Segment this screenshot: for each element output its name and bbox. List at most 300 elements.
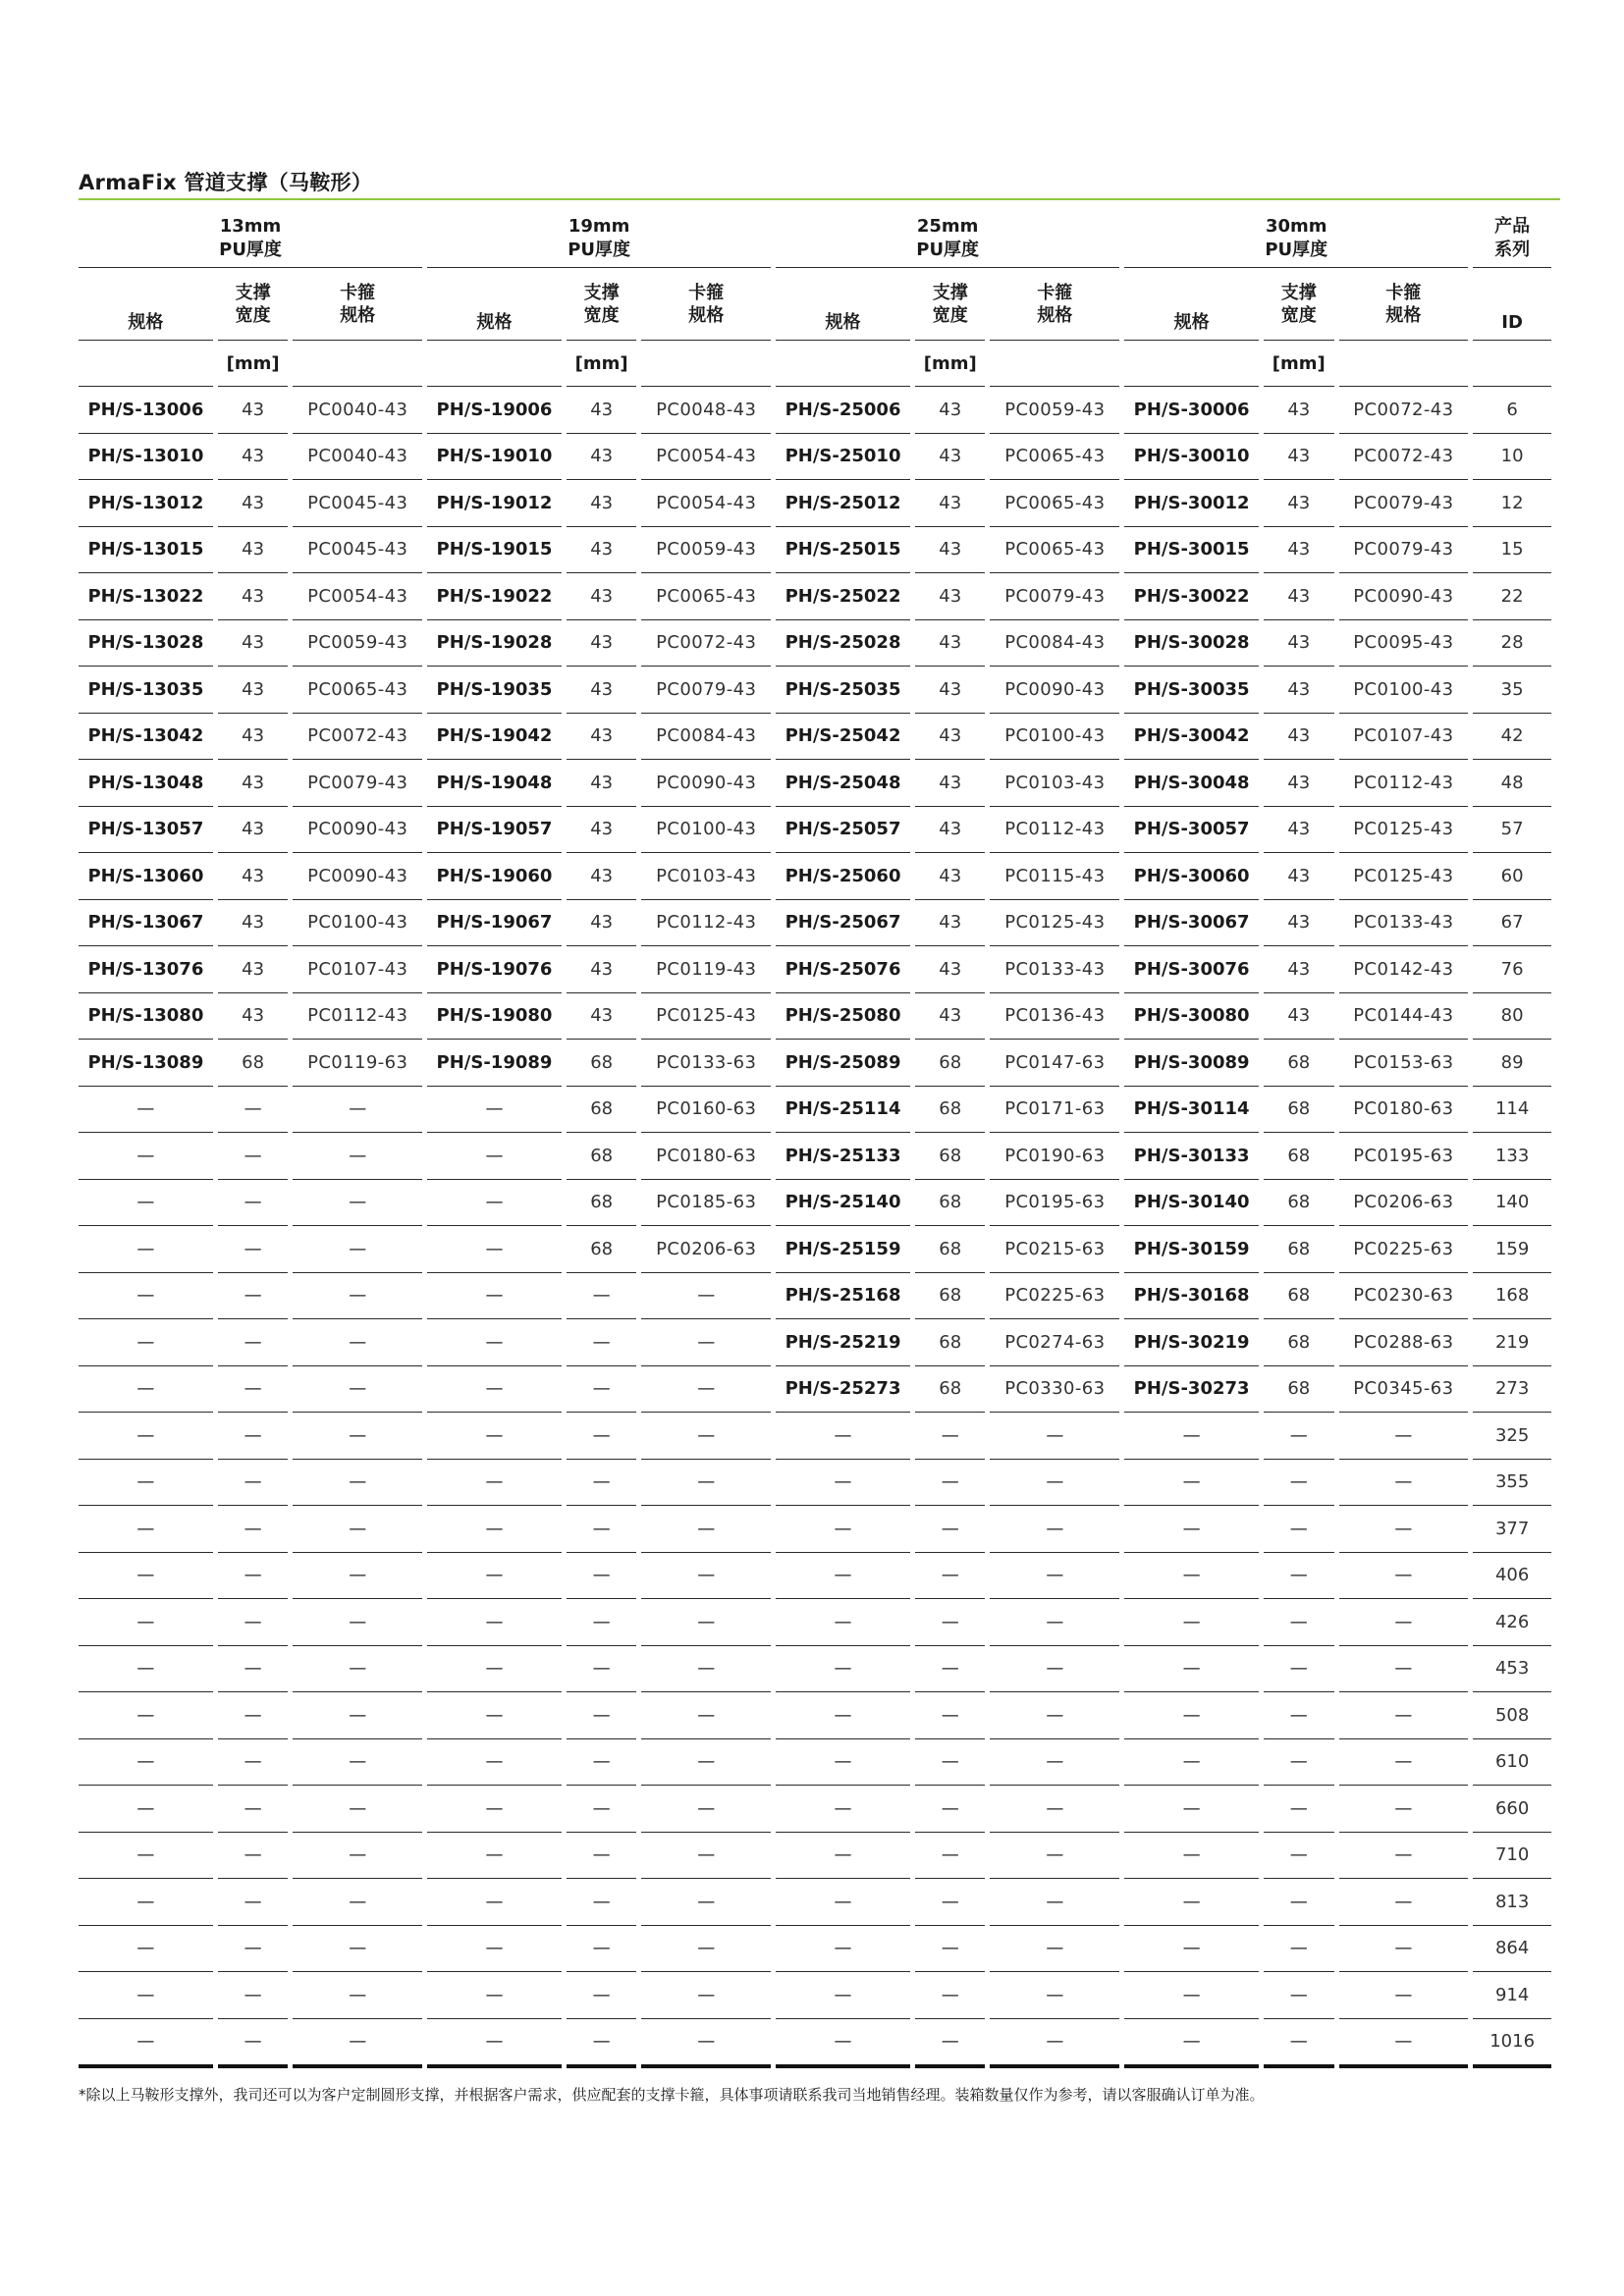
cell-width: 68	[1264, 1226, 1333, 1273]
cell-clamp: —	[1339, 1879, 1469, 1926]
cell-width: —	[218, 1366, 288, 1414]
table-row	[79, 853, 1551, 900]
cell-spec: —	[79, 1972, 213, 2019]
cell-width: —	[915, 1506, 985, 1553]
cell-clamp: PC0160-63	[641, 1087, 771, 1134]
cell-clamp: PC0040-43	[293, 387, 422, 434]
cell-spec: —	[79, 1506, 213, 1553]
cell-width: 43	[218, 900, 288, 947]
table-row	[79, 1879, 1551, 1926]
cell-width: —	[218, 1739, 288, 1787]
cell-clamp: PC0195-63	[1339, 1133, 1469, 1180]
cell-width: 43	[567, 807, 636, 854]
cell-width: 43	[567, 714, 636, 761]
table-row	[79, 946, 1551, 993]
table-row	[79, 1926, 1551, 1973]
cell-width: 43	[1264, 620, 1333, 667]
table-row	[79, 1599, 1551, 1646]
header-clamp: 卡箍 规格	[293, 268, 422, 341]
cell-width: —	[915, 1553, 985, 1600]
table-row	[79, 1739, 1551, 1787]
cell-clamp: —	[293, 1133, 422, 1180]
cell-width: —	[915, 1926, 985, 1973]
cell-spec: —	[1124, 1739, 1259, 1787]
cell-clamp: PC0065-43	[990, 527, 1119, 574]
table-row	[79, 1273, 1551, 1320]
cell-spec: PH/S-13076	[79, 946, 213, 993]
cell-spec: —	[427, 1319, 562, 1366]
table-row	[79, 2019, 1551, 2069]
cell-clamp: —	[1339, 1599, 1469, 1646]
cell-clamp: —	[293, 1366, 422, 1414]
cell-width: 68	[218, 1040, 288, 1087]
cell-width: —	[567, 1366, 636, 1414]
cell-clamp: —	[293, 1599, 422, 1646]
cell-spec: PH/S-30067	[1124, 900, 1259, 947]
cell-id: 12	[1473, 480, 1551, 527]
cell-clamp: —	[990, 1833, 1119, 1880]
cell-spec: —	[1124, 1413, 1259, 1460]
cell-clamp: PC0180-63	[641, 1133, 771, 1180]
cell-clamp: PC0190-63	[990, 1133, 1119, 1180]
cell-clamp: PC0095-43	[1339, 620, 1469, 667]
cell-clamp: —	[1339, 1553, 1469, 1600]
table-row	[79, 1692, 1551, 1739]
cell-clamp: PC0040-43	[293, 434, 422, 481]
cell-id: 914	[1473, 1972, 1551, 2019]
cell-spec: PH/S-19067	[427, 900, 562, 947]
cell-id: 1016	[1473, 2019, 1551, 2069]
cell-spec: PH/S-30140	[1124, 1180, 1259, 1227]
cell-spec: PH/S-19057	[427, 807, 562, 854]
cell-clamp: —	[641, 1273, 771, 1320]
cell-width: —	[567, 1319, 636, 1366]
cell-clamp: —	[293, 1319, 422, 1366]
cell-spec: —	[1124, 1879, 1259, 1926]
cell-clamp: PC0133-43	[990, 946, 1119, 993]
cell-width: —	[567, 1692, 636, 1739]
cell-spec: —	[427, 1786, 562, 1833]
cell-clamp: PC0072-43	[641, 620, 771, 667]
cell-clamp: PC0125-43	[1339, 807, 1469, 854]
cell-width: 43	[915, 993, 985, 1041]
cell-spec: PH/S-25076	[776, 946, 910, 993]
table-row	[79, 1040, 1551, 1087]
cell-width: 43	[915, 480, 985, 527]
cell-width: 68	[915, 1319, 985, 1366]
cell-clamp: —	[990, 1599, 1119, 1646]
cell-clamp: PC0059-43	[641, 527, 771, 574]
cell-id: 35	[1473, 667, 1551, 714]
cell-clamp: PC0215-63	[990, 1226, 1119, 1273]
cell-clamp: PC0100-43	[293, 900, 422, 947]
cell-spec: —	[1124, 1926, 1259, 1973]
table-body	[79, 387, 1551, 2068]
cell-width: —	[915, 1692, 985, 1739]
cell-spec: —	[427, 1879, 562, 1926]
cell-clamp: —	[641, 1972, 771, 2019]
cell-id: 76	[1473, 946, 1551, 993]
cell-spec: PH/S-19015	[427, 527, 562, 574]
cell-width: —	[218, 1506, 288, 1553]
cell-spec: —	[776, 1646, 910, 1693]
table-row	[79, 1180, 1551, 1227]
cell-spec: PH/S-25067	[776, 900, 910, 947]
cell-spec: PH/S-25159	[776, 1226, 910, 1273]
cell-spec: —	[427, 1739, 562, 1787]
sub-header-row	[79, 268, 1551, 341]
cell-clamp: —	[641, 1413, 771, 1460]
cell-width: 68	[915, 1040, 985, 1087]
cell-spec: PH/S-25168	[776, 1273, 910, 1320]
cell-clamp: —	[1339, 1972, 1469, 2019]
cell-spec: PH/S-25006	[776, 387, 910, 434]
cell-width: 43	[218, 714, 288, 761]
cell-width: 68	[915, 1273, 985, 1320]
cell-spec: PH/S-13035	[79, 667, 213, 714]
cell-spec: PH/S-30042	[1124, 714, 1259, 761]
cell-clamp: —	[293, 1879, 422, 1926]
cell-width: —	[567, 1506, 636, 1553]
cell-id: 159	[1473, 1226, 1551, 1273]
cell-spec: PH/S-30006	[1124, 387, 1259, 434]
cell-spec: PH/S-25057	[776, 807, 910, 854]
cell-clamp: PC0142-43	[1339, 946, 1469, 993]
cell-spec: PH/S-13006	[79, 387, 213, 434]
table-row	[79, 1226, 1551, 1273]
cell-id: 710	[1473, 1833, 1551, 1880]
cell-width: 43	[218, 573, 288, 620]
cell-spec: PH/S-25028	[776, 620, 910, 667]
cell-id: 6	[1473, 387, 1551, 434]
cell-spec: —	[776, 1972, 910, 2019]
table-row	[79, 760, 1551, 807]
cell-width: 68	[1264, 1133, 1333, 1180]
cell-clamp: PC0100-43	[641, 807, 771, 854]
cell-width: —	[218, 1133, 288, 1180]
cell-spec: PH/S-30060	[1124, 853, 1259, 900]
cell-clamp: PC0090-43	[293, 807, 422, 854]
header-spec: 规格	[1124, 268, 1259, 341]
header-clamp: 卡箍 规格	[641, 268, 771, 341]
group-header-30: 30mm PU厚度	[1124, 209, 1468, 268]
cell-clamp: PC0225-63	[1339, 1226, 1469, 1273]
cell-spec: —	[1124, 1972, 1259, 2019]
header-width: 支撑 宽度	[1264, 268, 1333, 341]
cell-width: —	[218, 1833, 288, 1880]
cell-clamp: PC0059-43	[990, 387, 1119, 434]
cell-clamp: —	[293, 1087, 422, 1134]
cell-clamp: —	[641, 1879, 771, 1926]
cell-width: 43	[218, 760, 288, 807]
cell-spec: —	[79, 1366, 213, 1414]
cell-id: 67	[1473, 900, 1551, 947]
cell-id: 89	[1473, 1040, 1551, 1087]
cell-spec: PH/S-25022	[776, 573, 910, 620]
cell-width: 43	[218, 993, 288, 1041]
cell-width: 68	[915, 1226, 985, 1273]
cell-clamp: PC0107-43	[293, 946, 422, 993]
cell-spec: —	[79, 1646, 213, 1693]
cell-id: 426	[1473, 1599, 1551, 1646]
cell-width: 43	[1264, 527, 1333, 574]
cell-width: 68	[1264, 1180, 1333, 1227]
cell-width: 43	[1264, 760, 1333, 807]
table-row	[79, 573, 1551, 620]
cell-spec: PH/S-25133	[776, 1133, 910, 1180]
cell-width: 43	[567, 993, 636, 1041]
cell-clamp: PC0103-43	[990, 760, 1119, 807]
cell-width: —	[218, 1972, 288, 2019]
cell-spec: PH/S-19012	[427, 480, 562, 527]
cell-clamp: PC0180-63	[1339, 1087, 1469, 1134]
header-spec: 规格	[427, 268, 562, 341]
cell-spec: —	[1124, 1692, 1259, 1739]
cell-width: 68	[567, 1180, 636, 1227]
cell-width: 68	[915, 1133, 985, 1180]
cell-id: 48	[1473, 760, 1551, 807]
unit-label: [mm]	[1264, 341, 1333, 387]
cell-id: 508	[1473, 1692, 1551, 1739]
cell-width: —	[218, 1692, 288, 1739]
cell-id: 273	[1473, 1366, 1551, 1414]
cell-width: —	[1264, 1646, 1333, 1693]
cell-width: —	[1264, 1926, 1333, 1973]
cell-clamp: —	[990, 1972, 1119, 2019]
cell-id: 133	[1473, 1133, 1551, 1180]
cell-width: —	[915, 1739, 985, 1787]
cell-id: 864	[1473, 1926, 1551, 1973]
cell-spec: —	[427, 1646, 562, 1693]
cell-width: —	[915, 1460, 985, 1507]
header-width: 支撑 宽度	[567, 268, 636, 341]
cell-clamp: —	[641, 1599, 771, 1646]
cell-width: 43	[915, 853, 985, 900]
page-title: ArmaFix 管道支撑（马鞍形）	[79, 171, 373, 194]
spec-table	[74, 209, 1556, 2068]
cell-width: —	[1264, 1506, 1333, 1553]
cell-clamp: PC0107-43	[1339, 714, 1469, 761]
cell-width: 68	[1264, 1366, 1333, 1414]
cell-clamp: PC0171-63	[990, 1087, 1119, 1134]
cell-width: —	[1264, 1879, 1333, 1926]
cell-width: —	[218, 1226, 288, 1273]
unit-label: [mm]	[218, 341, 288, 387]
cell-width: —	[1264, 1739, 1333, 1787]
cell-clamp: —	[293, 1692, 422, 1739]
cell-width: —	[218, 1786, 288, 1833]
cell-clamp: PC0065-43	[293, 667, 422, 714]
cell-width: 43	[915, 900, 985, 947]
cell-clamp: —	[990, 1786, 1119, 1833]
cell-clamp: —	[990, 1692, 1119, 1739]
cell-width: 43	[915, 807, 985, 854]
cell-clamp: PC0147-63	[990, 1040, 1119, 1087]
cell-clamp: PC0100-43	[1339, 667, 1469, 714]
cell-spec: PH/S-13080	[79, 993, 213, 1041]
cell-width: —	[915, 1599, 985, 1646]
cell-spec: PH/S-25015	[776, 527, 910, 574]
table-row	[79, 1646, 1551, 1693]
cell-spec: PH/S-25080	[776, 993, 910, 1041]
cell-spec: PH/S-13067	[79, 900, 213, 947]
unit-row	[79, 341, 1551, 387]
unit-blank	[293, 341, 422, 387]
cell-clamp: PC0133-43	[1339, 900, 1469, 947]
table-row	[79, 1366, 1551, 1414]
cell-clamp: PC0059-43	[293, 620, 422, 667]
cell-width: 43	[1264, 667, 1333, 714]
cell-clamp: PC0225-63	[990, 1273, 1119, 1320]
cell-spec: PH/S-13048	[79, 760, 213, 807]
cell-spec: PH/S-30035	[1124, 667, 1259, 714]
cell-spec: PH/S-25042	[776, 714, 910, 761]
cell-spec: —	[1124, 2019, 1259, 2069]
cell-clamp: PC0185-63	[641, 1180, 771, 1227]
cell-spec: PH/S-25010	[776, 434, 910, 481]
cell-clamp: —	[990, 1646, 1119, 1693]
cell-clamp: PC0100-43	[990, 714, 1119, 761]
cell-spec: —	[776, 1599, 910, 1646]
cell-width: —	[1264, 1972, 1333, 2019]
cell-width: 68	[915, 1180, 985, 1227]
cell-clamp: —	[293, 1786, 422, 1833]
cell-clamp: PC0090-43	[293, 853, 422, 900]
cell-clamp: PC0274-63	[990, 1319, 1119, 1366]
cell-clamp: —	[293, 1972, 422, 2019]
table-row	[79, 807, 1551, 854]
cell-width: 43	[1264, 573, 1333, 620]
cell-clamp: —	[641, 1833, 771, 1880]
header-spec: 规格	[79, 268, 213, 341]
cell-spec: PH/S-19048	[427, 760, 562, 807]
cell-width: 43	[1264, 993, 1333, 1041]
cell-width: 43	[1264, 434, 1333, 481]
cell-clamp: —	[990, 2019, 1119, 2069]
cell-spec: PH/S-19006	[427, 387, 562, 434]
cell-width: —	[218, 1646, 288, 1693]
cell-spec: PH/S-25273	[776, 1366, 910, 1414]
cell-spec: PH/S-13057	[79, 807, 213, 854]
cell-spec: —	[776, 1879, 910, 1926]
cell-width: —	[915, 2019, 985, 2069]
cell-spec: —	[427, 1366, 562, 1414]
cell-clamp: PC0119-63	[293, 1040, 422, 1087]
cell-width: —	[218, 1599, 288, 1646]
cell-width: —	[567, 1460, 636, 1507]
cell-spec: —	[427, 1460, 562, 1507]
cell-width: —	[218, 1180, 288, 1227]
cell-id: 28	[1473, 620, 1551, 667]
cell-spec: —	[427, 1180, 562, 1227]
cell-width: 43	[218, 667, 288, 714]
cell-spec: —	[79, 1413, 213, 1460]
cell-spec: —	[1124, 1553, 1259, 1600]
cell-width: 68	[567, 1087, 636, 1134]
cell-clamp: PC0125-43	[641, 993, 771, 1041]
table-row	[79, 527, 1551, 574]
cell-clamp: —	[293, 1226, 422, 1273]
cell-clamp: —	[641, 2019, 771, 2069]
cell-clamp: PC0065-43	[641, 573, 771, 620]
cell-spec: —	[79, 1180, 213, 1227]
cell-clamp: PC0045-43	[293, 527, 422, 574]
unit-blank	[1473, 341, 1551, 387]
cell-clamp: PC0153-63	[1339, 1040, 1469, 1087]
cell-clamp: —	[641, 1506, 771, 1553]
cell-spec: PH/S-30015	[1124, 527, 1259, 574]
cell-id: 406	[1473, 1553, 1551, 1600]
cell-spec: PH/S-30057	[1124, 807, 1259, 854]
cell-width: 43	[915, 714, 985, 761]
cell-clamp: PC0090-43	[990, 667, 1119, 714]
cell-clamp: PC0079-43	[990, 573, 1119, 620]
cell-clamp: —	[293, 1273, 422, 1320]
cell-spec: PH/S-13042	[79, 714, 213, 761]
cell-spec: PH/S-30048	[1124, 760, 1259, 807]
cell-width: 68	[1264, 1087, 1333, 1134]
unit-blank	[641, 341, 771, 387]
unit-blank	[776, 341, 910, 387]
cell-spec: —	[1124, 1599, 1259, 1646]
cell-clamp: PC0136-43	[990, 993, 1119, 1041]
cell-width: —	[218, 1413, 288, 1460]
cell-spec: —	[1124, 1646, 1259, 1693]
cell-width: 43	[218, 807, 288, 854]
cell-clamp: —	[990, 1506, 1119, 1553]
cell-spec: —	[1124, 1460, 1259, 1507]
cell-spec: —	[776, 1786, 910, 1833]
cell-clamp: —	[293, 1739, 422, 1787]
cell-clamp: PC0054-43	[293, 573, 422, 620]
cell-clamp: PC0065-43	[990, 434, 1119, 481]
table-row	[79, 993, 1551, 1041]
cell-clamp: —	[990, 1413, 1119, 1460]
cell-clamp: PC0090-43	[641, 760, 771, 807]
cell-width: 43	[567, 853, 636, 900]
cell-width: 43	[218, 620, 288, 667]
cell-clamp: —	[641, 1739, 771, 1787]
cell-width: —	[1264, 1553, 1333, 1600]
cell-width: —	[218, 1879, 288, 1926]
cell-width: 68	[1264, 1273, 1333, 1320]
cell-clamp: PC0119-43	[641, 946, 771, 993]
cell-width: —	[567, 1786, 636, 1833]
cell-id: 610	[1473, 1739, 1551, 1787]
cell-width: 43	[1264, 480, 1333, 527]
cell-spec: —	[776, 2019, 910, 2069]
cell-width: 43	[915, 387, 985, 434]
unit-blank	[990, 341, 1119, 387]
cell-spec: —	[79, 1786, 213, 1833]
cell-clamp: —	[1339, 1786, 1469, 1833]
header-width: 支撑 宽度	[915, 268, 985, 341]
cell-id: 377	[1473, 1506, 1551, 1553]
cell-spec: —	[776, 1460, 910, 1507]
cell-clamp: —	[990, 1553, 1119, 1600]
cell-id: 219	[1473, 1319, 1551, 1366]
cell-width: —	[1264, 1692, 1333, 1739]
cell-width: 43	[915, 434, 985, 481]
cell-spec: PH/S-13060	[79, 853, 213, 900]
cell-clamp: PC0288-63	[1339, 1319, 1469, 1366]
cell-clamp: PC0112-43	[990, 807, 1119, 854]
cell-clamp: PC0065-43	[990, 480, 1119, 527]
cell-spec: —	[427, 1273, 562, 1320]
table-row	[79, 387, 1551, 434]
cell-width: —	[1264, 2019, 1333, 2069]
cell-spec: PH/S-19028	[427, 620, 562, 667]
